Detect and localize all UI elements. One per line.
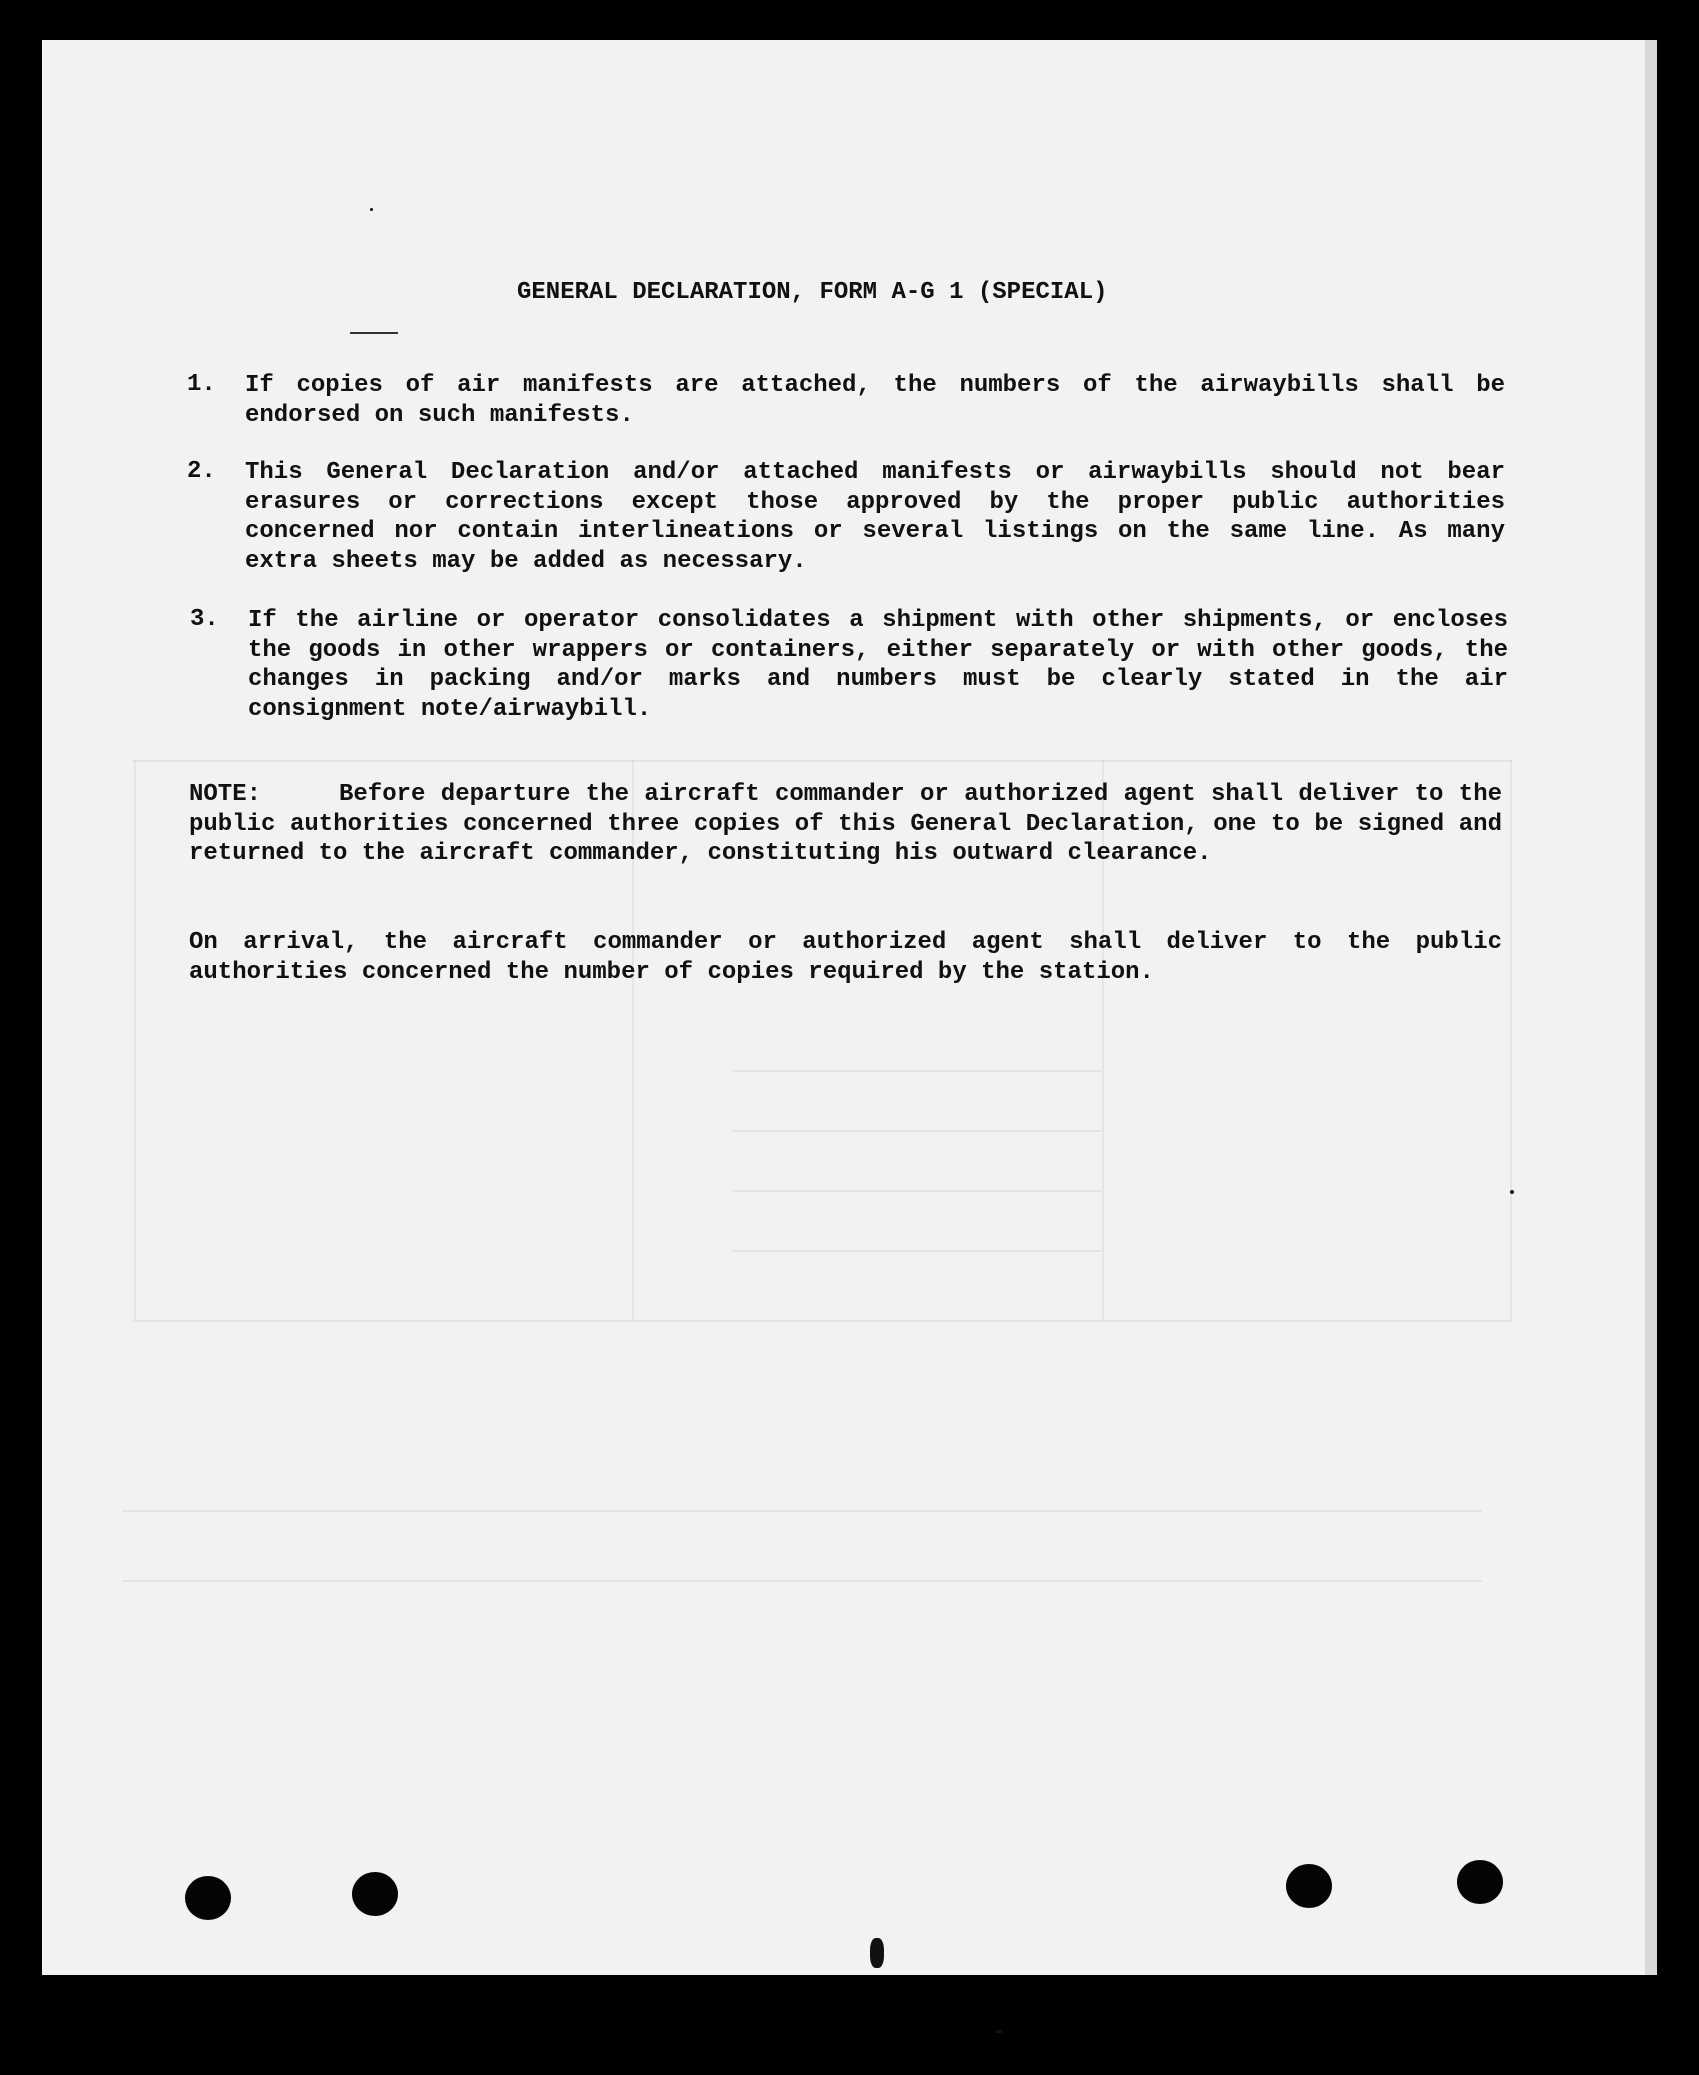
punch-hole bbox=[352, 1872, 398, 1916]
bleed-through-rule bbox=[732, 1190, 1102, 1192]
title-underline-mark bbox=[350, 332, 398, 334]
arrival-paragraph: On arrival, the aircraft commander or authorized agent shall deliver to the public authorities concerned the number of copies required by the station. bbox=[189, 929, 1502, 986]
item-text: If copies of air manifests are attached, the numbers of the airwaybills shall be endorsed on such manifests. bbox=[245, 372, 1505, 429]
bleed-through-rule bbox=[1510, 760, 1512, 1320]
scan-speck bbox=[1510, 1190, 1514, 1194]
scan-speck bbox=[370, 208, 373, 211]
bleed-through-rule bbox=[732, 1130, 1102, 1132]
item-text: This General Declaration and/or attached manifests or airwaybills should not bear erasures or corrections except those approved by the proper public authorities concerned nor contain interlineations or several listings on the same line. As many extra sheets may be added as necessary. bbox=[245, 459, 1505, 575]
punch-hole bbox=[185, 1876, 231, 1920]
document-title: GENERAL DECLARATION, FORM A-G 1 (SPECIAL) bbox=[517, 279, 1108, 306]
bleed-through-rule bbox=[732, 1070, 1102, 1072]
note-paragraph bbox=[189, 780, 1502, 869]
item-text: If the airline or operator consolidates a shipment with other shipments, or encloses the goods in other wrappers or containers, either separately or with other goods, the changes in packing and/or marks and numbers must be clearly stated in the air consignment note/airwaybill. bbox=[248, 607, 1508, 723]
bleed-through-rule bbox=[122, 1510, 1482, 1512]
scan-speck bbox=[995, 2030, 1003, 2033]
document-page bbox=[42, 40, 1645, 1975]
bleed-through-rule bbox=[132, 760, 1512, 762]
scan-speck bbox=[870, 1938, 884, 1968]
bleed-through-rule bbox=[132, 1320, 1512, 1322]
bleed-through-rule bbox=[732, 1250, 1102, 1252]
punch-hole bbox=[1286, 1864, 1332, 1908]
note-label: NOTE: bbox=[189, 781, 262, 808]
item-number: 3. bbox=[190, 606, 219, 633]
bleed-through-rule bbox=[122, 1580, 1482, 1582]
item-number: 1. bbox=[187, 371, 216, 398]
punch-hole bbox=[1457, 1860, 1503, 1904]
item-number: 2. bbox=[187, 458, 216, 485]
note-text: Before departure the aircraft commander or authorized agent shall deliver to the public authorities concerned three copies of this General Declaration, one to be signed and returned to the aircraft commander, constituting his outward clearance. bbox=[189, 781, 1502, 867]
bleed-through-rule bbox=[134, 760, 136, 1320]
page-edge bbox=[1645, 40, 1657, 1975]
